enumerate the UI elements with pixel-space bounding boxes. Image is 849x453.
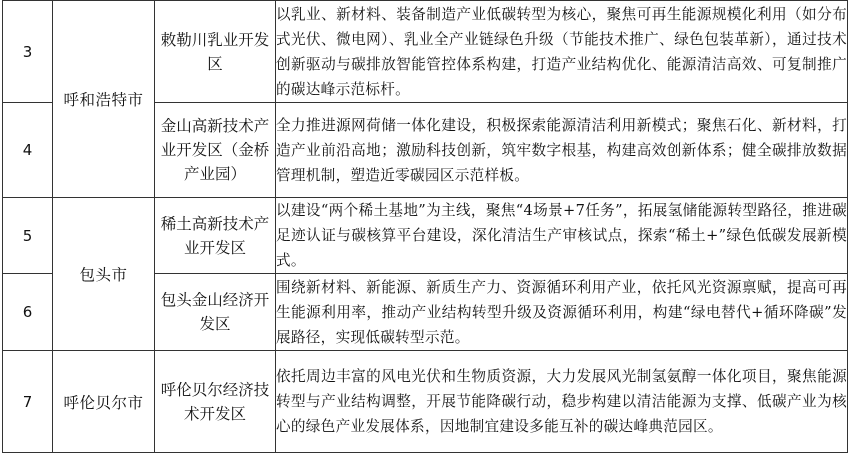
zone-name: 敕勒川乳业开发区 bbox=[155, 1, 276, 103]
city-name: 包头市 bbox=[53, 198, 155, 351]
city-name: 呼和浩特市 bbox=[53, 1, 155, 198]
row-index: 4 bbox=[3, 103, 53, 198]
zone-description: 围绕新材料、新能源、新质生产力、资源循环利用产业，依托风光资源禀赋，提高可再生能源利用率，推动产业结构转型升级及资源循环利用，构建“绿电替代+循环降碳”发展路径，实现低碳转型示范。 bbox=[276, 274, 848, 351]
table-row bbox=[3, 351, 848, 453]
row-index: 3 bbox=[3, 1, 53, 103]
zone-name: 金山高新技术产业开发区（金桥产业园） bbox=[155, 103, 276, 198]
pilot-parks-table bbox=[2, 0, 848, 453]
row-index: 5 bbox=[3, 198, 53, 274]
city-name: 呼伦贝尔市 bbox=[53, 351, 155, 453]
zone-name: 呼伦贝尔经济技术开发区 bbox=[155, 351, 276, 453]
table-row bbox=[3, 1, 848, 103]
zone-description: 依托周边丰富的风电光伏和生物质资源，大力发展风光制氢氨醇一体化项目，聚焦能源转型与产业结构调整，开展节能降碳行动，稳步构建以清洁能源为支撑、低碳产业为核心的绿色产业发展体系，因地制宜建设多能互补的碳达峰典范园区。 bbox=[276, 351, 848, 453]
zone-name: 包头金山经济开发区 bbox=[155, 274, 276, 351]
zone-description: 全力推进源网荷储一体化建设，积极探索能源清洁利用新模式；聚焦石化、新材料，打造产业前沿高地；激励科技创新，筑牢数字根基，构建高效创新体系；健全碳排放数据管理机制，塑造近零碳园区示范样板。 bbox=[276, 103, 848, 198]
row-index: 7 bbox=[3, 351, 53, 453]
zone-description: 以建设“两个稀土基地”为主线，聚焦“4场景+7任务”，拓展氢储能源转型路径，推进碳足迹认证与碳核算平台建设，深化清洁生产审核试点，探索“稀土+”绿色低碳发展新模式。 bbox=[276, 198, 848, 274]
zone-description: 以乳业、新材料、装备制造产业低碳转型为核心，聚焦可再生能源规模化利用（如分布式光伏、微电网）、乳业全产业链绿色升级（节能技术推广、绿色包装革新），通过技术创新驱动与碳排放智能管控体系构建，打造产业结构优化、能源清洁高效、可复制推广的碳达峰示范标杆。 bbox=[276, 1, 848, 103]
row-index: 6 bbox=[3, 274, 53, 351]
zone-name: 稀土高新技术产业开发区 bbox=[155, 198, 276, 274]
table-row bbox=[3, 198, 848, 274]
